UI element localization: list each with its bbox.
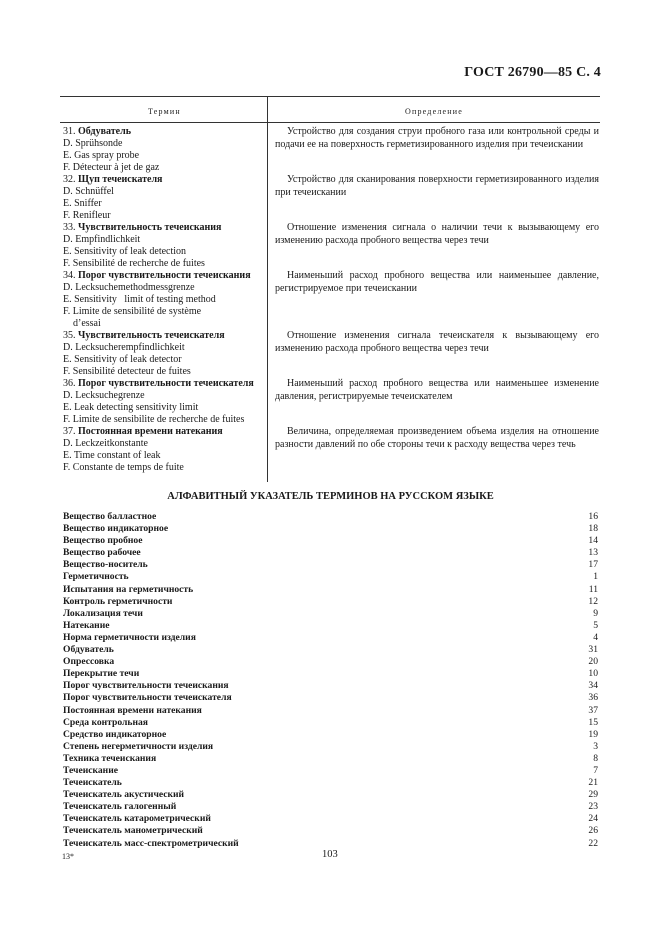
term-translation: F. Sensibilité detecteur de fuites <box>63 366 191 377</box>
index-term: Вещество индикаторное <box>63 523 169 535</box>
index-title: АЛФАВИТНЫЙ УКАЗАТЕЛЬ ТЕРМИНОВ НА РУССКОМ ЯЗЫКЕ <box>167 491 494 502</box>
term-number: 36. <box>63 378 78 389</box>
index-term: Вещество балластное <box>63 511 157 522</box>
index-row <box>63 668 598 680</box>
page-number: 103 <box>322 849 338 860</box>
index-row <box>63 801 598 813</box>
index-term-number: 7 <box>593 764 598 776</box>
term-translation: D. Lecksuchemethodmessgrenze <box>63 282 195 293</box>
index-row <box>63 656 598 668</box>
index-term-number: 17 <box>588 559 598 571</box>
index-term-number: 24 <box>588 813 598 825</box>
index-row <box>63 644 598 656</box>
terms-column <box>63 126 268 474</box>
index-term-number: 26 <box>588 825 598 837</box>
index-term: Течеискатель галогенный <box>63 801 177 813</box>
term-translation: D. Sprühsonde <box>63 138 123 149</box>
index-row <box>63 777 598 789</box>
term-name: Постоянная времени натекания <box>78 426 223 437</box>
term-translation: E. Sensitivity of leak detector <box>63 354 182 365</box>
term-name: Порог чувствительности течеискания <box>78 270 251 281</box>
index-term-number: 37 <box>588 704 598 716</box>
term-heading <box>63 126 268 138</box>
index-term-number: 18 <box>588 523 598 535</box>
index-row <box>63 547 598 559</box>
term-definition: Наименьший расход пробного вещества или наименьшее давление, регистрируемое при течеискании <box>275 270 599 294</box>
index-row <box>63 620 598 632</box>
index-row <box>63 813 598 825</box>
term-definition: Устройство для сканирования поверхности герметизированного изделия при течеискании <box>275 174 599 198</box>
index-term-number: 29 <box>588 789 598 801</box>
index-term: Локализация течи <box>63 607 143 619</box>
term-translation: D. Empfindlichkeit <box>63 234 141 245</box>
index-term-number: 9 <box>593 607 598 619</box>
term-number: 35. <box>63 330 78 341</box>
index-term: Порог чувствительности течеискания <box>63 680 229 692</box>
index-row <box>63 717 598 729</box>
term-definition: Величина, определяемая произведением объема изделия на отношение разности давлений по обе стороны течи к расходу вещества через течь <box>275 426 599 450</box>
term-translation: F. Détecteur à jet de gaz <box>63 162 160 173</box>
alphabetical-index <box>63 511 598 850</box>
term-name: Обдуватель <box>78 126 131 137</box>
index-term: Течеискатель масс-спектрометрический <box>63 837 239 849</box>
term-translation: E. Sensitivity of leak detection <box>63 246 187 257</box>
index-term: Течеискатель <box>63 777 122 789</box>
term-definition: Отношение изменения сигнала о наличии течи к вызывающему его изменению расхода пробного вещества через течи <box>275 222 599 246</box>
column-header-definition: Определение <box>405 107 463 116</box>
term-translation: F. Constante de temps de fuite <box>63 462 184 473</box>
index-term: Испытания на герметичность <box>63 583 194 595</box>
term-translation: d’essai <box>63 318 101 329</box>
term-translation: F. Renifleur <box>63 210 111 221</box>
index-row <box>63 838 598 850</box>
index-row <box>63 608 598 620</box>
index-term: Контроль герметичности <box>63 595 173 607</box>
term-number: 32. <box>63 174 78 185</box>
term-name: Порог чувствительности течеискателя <box>78 378 254 389</box>
index-term-number: 31 <box>588 644 598 656</box>
term-translation: E. Sniffer <box>63 198 102 209</box>
index-term: Вещество-носитель <box>63 559 148 571</box>
index-term-number: 1 <box>593 571 598 583</box>
index-term-number: 10 <box>588 668 598 680</box>
index-row <box>63 705 598 717</box>
index-row <box>63 692 598 704</box>
index-term: Вещество пробное <box>63 535 143 547</box>
term-heading <box>63 378 268 390</box>
index-term-number: 22 <box>588 837 598 849</box>
index-row <box>63 571 598 583</box>
index-term-number: 23 <box>588 801 598 813</box>
term-name: Чувствительность течеискателя <box>78 330 225 341</box>
term-translation: D. Leckzeitkonstante <box>63 438 148 449</box>
term-name: Щуп течеискателя <box>78 174 163 185</box>
index-term-number: 13 <box>588 547 598 559</box>
term-heading <box>63 330 268 342</box>
term-translation: D. Lecksuchegrenze <box>63 390 145 401</box>
term-number: 34. <box>63 270 78 281</box>
index-term: Обдуватель <box>63 644 114 656</box>
table-top-rule <box>60 96 600 97</box>
index-term-number: 4 <box>593 631 598 643</box>
signature-mark: 13* <box>62 852 74 861</box>
index-term-number: 19 <box>588 728 598 740</box>
index-term: Норма герметичности изделия <box>63 631 196 643</box>
index-row <box>63 765 598 777</box>
index-term: Течеискание <box>63 764 118 776</box>
index-row <box>63 584 598 596</box>
index-term: Вещество рабочее <box>63 547 141 559</box>
page-header: ГОСТ 26790—85 С. 4 <box>464 65 601 80</box>
index-term: Перекрытие течи <box>63 668 140 680</box>
term-translation: D. Schnüffel <box>63 186 114 197</box>
index-term-number: 12 <box>588 595 598 607</box>
index-term: Натекание <box>63 619 110 631</box>
table-header-rule <box>60 122 600 123</box>
index-term-number: 11 <box>588 583 598 595</box>
index-row <box>63 511 598 523</box>
index-term: Техника течеискания <box>63 752 157 764</box>
column-header-term: Термин <box>148 107 181 116</box>
term-translation: F. Limite de sensibilité de système <box>63 306 202 317</box>
index-term: Постоянная времени натекания <box>63 704 202 716</box>
term-heading <box>63 174 268 186</box>
term-translation: D. Lecksucherempfindlichkeit <box>63 342 185 353</box>
term-translation: E. Leak detecting sensitivity limit <box>63 402 199 413</box>
index-row <box>63 741 598 753</box>
index-term-number: 20 <box>588 656 598 668</box>
term-heading <box>63 426 268 438</box>
term-heading <box>63 270 268 282</box>
index-row <box>63 789 598 801</box>
index-term: Среда контрольная <box>63 716 148 728</box>
index-term: Порог чувствительности течеискателя <box>63 692 232 704</box>
index-term-number: 5 <box>593 619 598 631</box>
index-term: Герметичность <box>63 571 129 583</box>
term-translation: F. Limite de sensibilite de recherche de fuites <box>63 414 245 425</box>
index-row <box>63 680 598 692</box>
term-translation: F. Sensibilité de recherche de fuites <box>63 258 205 269</box>
index-row <box>63 559 598 571</box>
index-term-number: 15 <box>588 716 598 728</box>
index-term-number: 34 <box>588 680 598 692</box>
index-row <box>63 523 598 535</box>
term-number: 33. <box>63 222 78 233</box>
index-term-number: 8 <box>593 752 598 764</box>
term-translation: E. Time constant of leak <box>63 450 161 461</box>
term-definition: Устройство для создания струи пробного газа или контрольной среды и подачи ее на поверхность герметизированного изделия при течеискании <box>275 126 599 150</box>
index-term-number: 14 <box>588 535 598 547</box>
term-name: Чувствительность течеискания <box>78 222 222 233</box>
index-term: Течеискатель акустический <box>63 789 185 801</box>
index-row <box>63 825 598 837</box>
index-term: Течеискатель катарометрический <box>63 813 211 825</box>
index-row <box>63 535 598 547</box>
index-row <box>63 729 598 741</box>
index-term-number: 16 <box>588 511 598 522</box>
index-row <box>63 753 598 765</box>
index-row <box>63 596 598 608</box>
index-term-number: 36 <box>588 692 598 704</box>
index-term: Опрессовка <box>63 656 115 668</box>
term-number: 31. <box>63 126 78 137</box>
term-heading <box>63 222 268 234</box>
term-translation: E. Gas spray probe <box>63 150 140 161</box>
index-term-number: 21 <box>588 777 598 789</box>
term-translation: E. Sensitivity limit of testing method <box>63 294 216 305</box>
term-definition: Отношение изменения сигнала течеискателя к вызывающему его изменению расхода пробного вещества через течи <box>275 330 599 354</box>
index-term: Течеискатель манометрический <box>63 825 203 837</box>
index-term-number: 3 <box>593 740 598 752</box>
index-term: Степень негерметичности изделия <box>63 740 214 752</box>
term-definition: Наименьший расход пробного вещества или наименьшее изменение давления, регистрируемые течеискателем <box>275 378 599 402</box>
term-number: 37. <box>63 426 78 437</box>
index-row <box>63 632 598 644</box>
index-term: Средство индикаторное <box>63 728 167 740</box>
